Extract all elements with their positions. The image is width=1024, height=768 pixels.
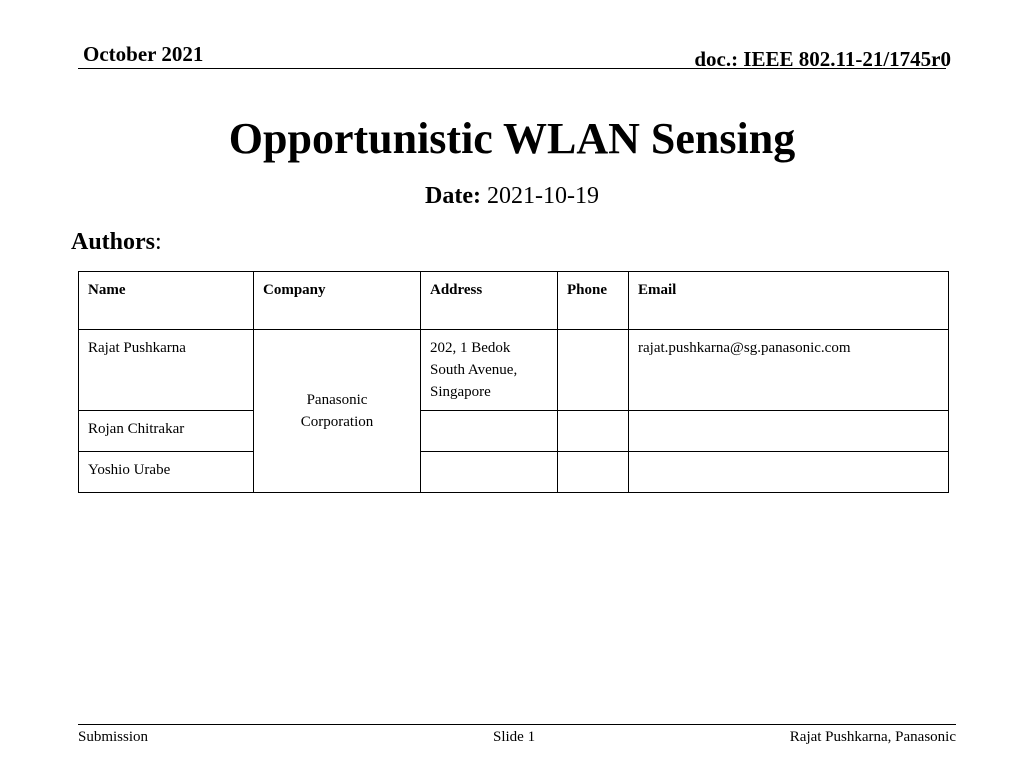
date-label: Date:: [425, 183, 481, 209]
date-line: [0, 181, 1024, 211]
table-header-row: [79, 272, 949, 330]
slide-title: Opportunistic WLAN Sensing: [228, 114, 796, 163]
footer-submission: Submission: [78, 729, 149, 745]
author-company: [254, 330, 421, 493]
author-email: [629, 452, 949, 493]
company-line-2: Corporation: [300, 414, 374, 430]
table-row: [79, 411, 949, 452]
header-date: October 2021: [83, 42, 204, 66]
authors-table: [78, 271, 949, 493]
address-line-1: 202, 1 Bedok: [430, 340, 511, 356]
table-row: [79, 452, 949, 493]
author-address: [421, 452, 558, 493]
table-row: [79, 330, 949, 411]
address-line-3: Singapore: [430, 384, 491, 400]
author-address: [421, 411, 558, 452]
header-divider: [78, 68, 946, 69]
footer-divider: [78, 724, 956, 725]
author-phone: [558, 330, 629, 411]
author-phone: [558, 452, 629, 493]
column-header-address: Address: [421, 272, 558, 330]
column-header-phone: Phone: [558, 272, 629, 330]
date-value: 2021-10-19: [486, 183, 599, 209]
author-phone: [558, 411, 629, 452]
authors-label: Authors: [71, 229, 156, 255]
company-line-1: Panasonic: [306, 392, 368, 408]
author-email: [629, 411, 949, 452]
author-name: Rajat Pushkarna: [79, 330, 254, 411]
footer-author: Rajat Pushkarna, Panasonic: [789, 729, 956, 745]
author-address: [421, 330, 558, 411]
author-name: Rojan Chitrakar: [79, 411, 254, 452]
column-header-name: Name: [79, 272, 254, 330]
address-line-2: South Avenue,: [430, 362, 518, 378]
authors-heading: [71, 227, 162, 257]
author-email: rajat.pushkarna@sg.panasonic.com: [629, 330, 949, 411]
author-name: Yoshio Urabe: [79, 452, 254, 493]
header-doc-id: doc.: IEEE 802.11-21/1745r0: [694, 47, 951, 71]
footer-slide-number: Slide 1: [493, 729, 536, 745]
column-header-company: Company: [254, 272, 421, 330]
column-header-email: Email: [629, 272, 949, 330]
authors-colon: :: [155, 229, 162, 255]
